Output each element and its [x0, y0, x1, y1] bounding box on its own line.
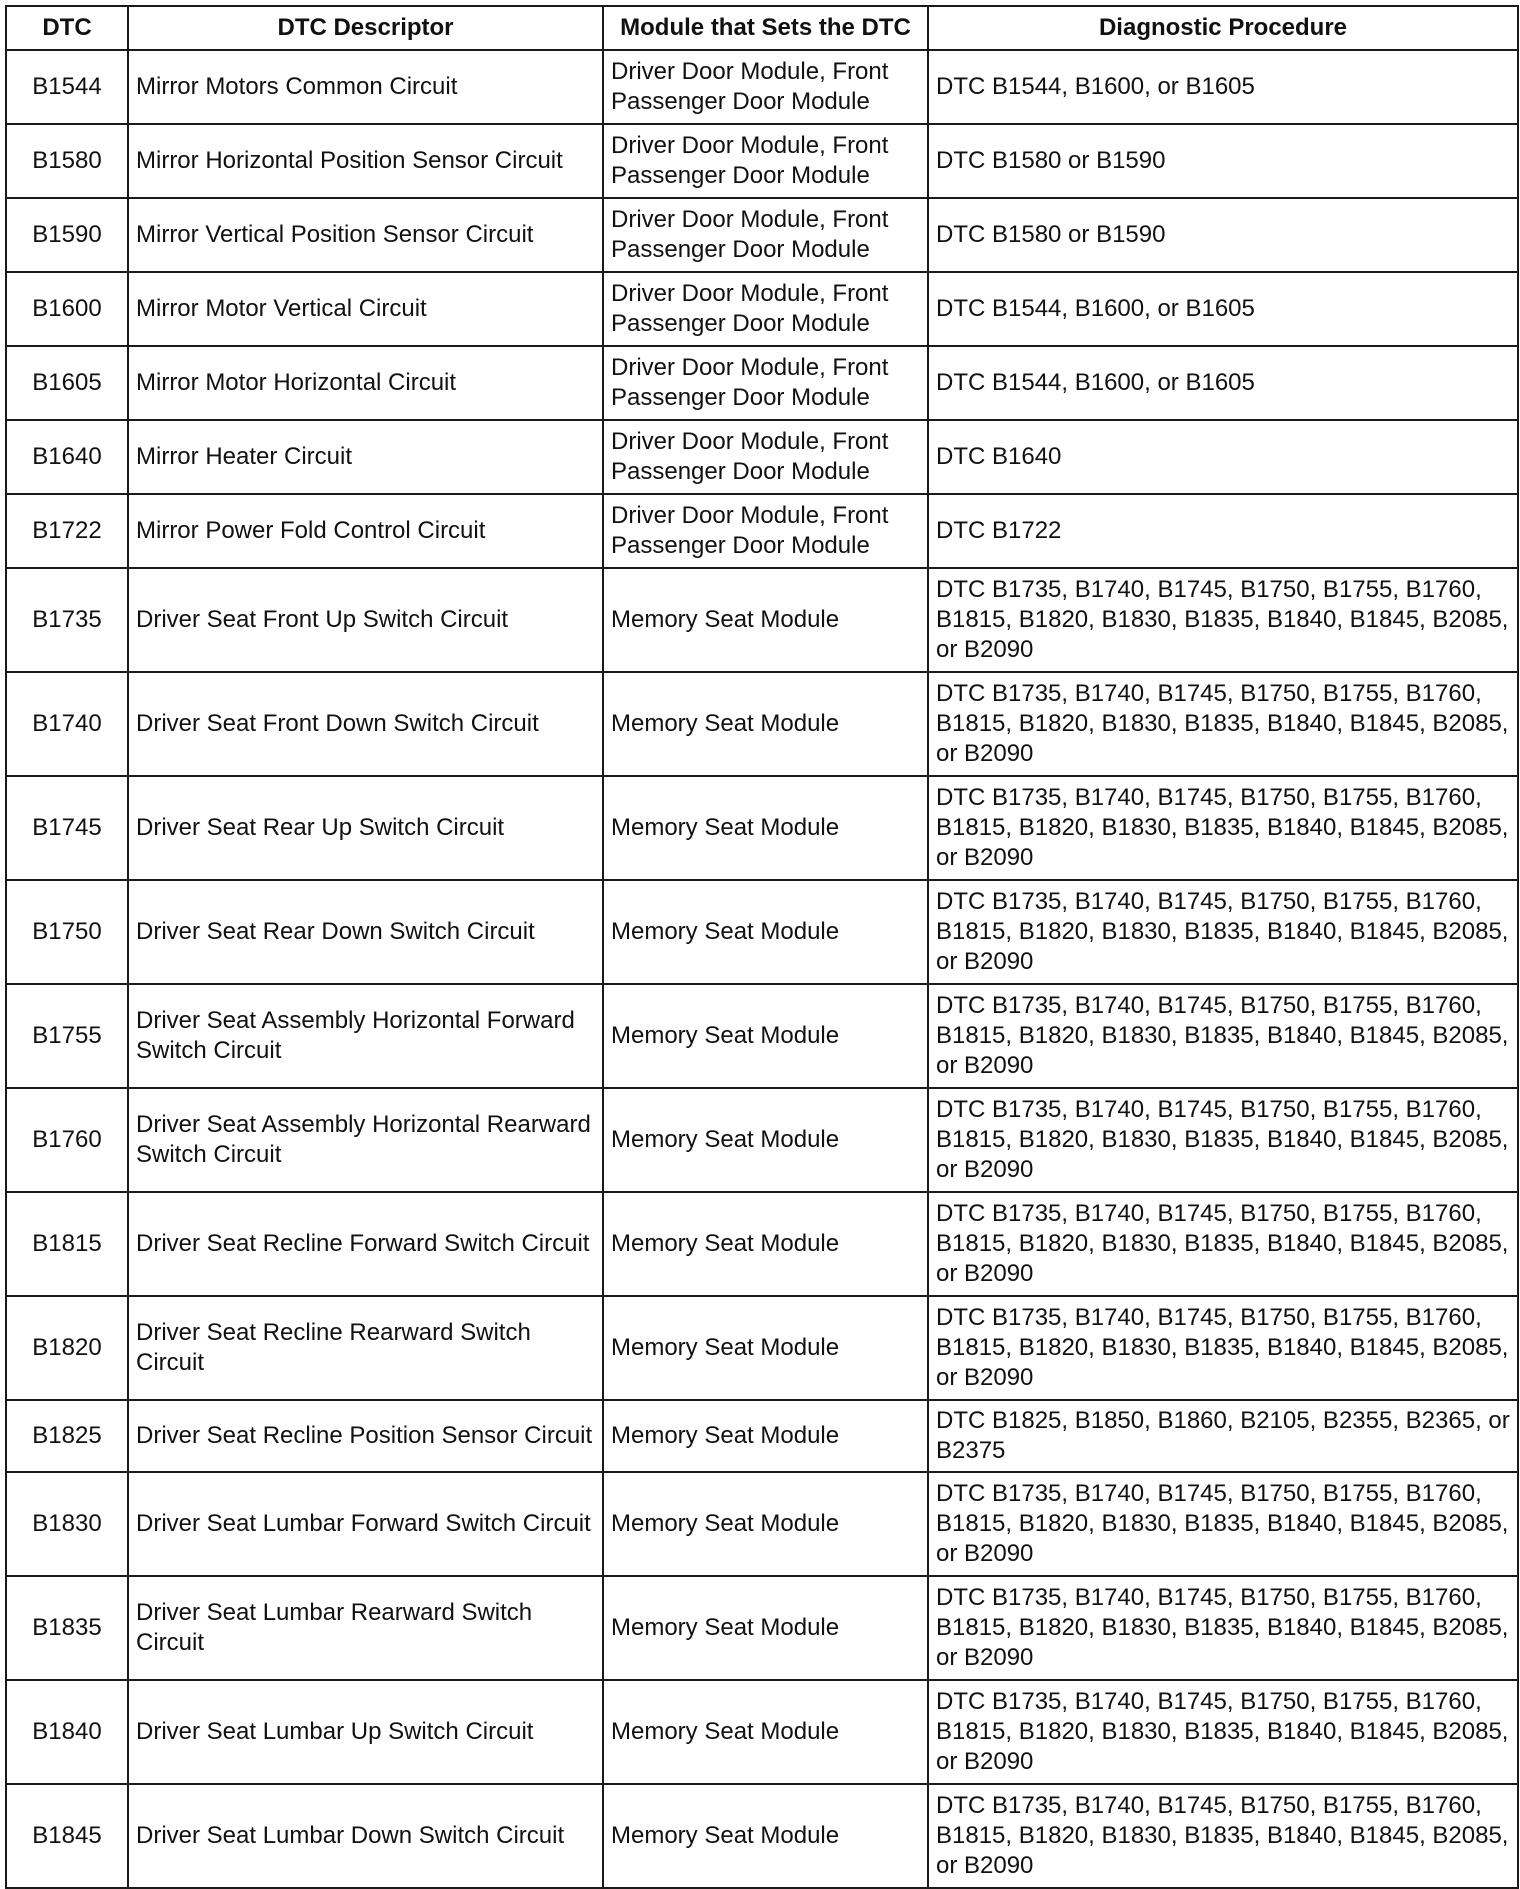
diagnostic-procedure: DTC B1544, B1600, or B1605 [928, 346, 1518, 420]
table-row [6, 50, 1518, 124]
dtc-code: B1640 [6, 420, 128, 494]
dtc-code: B1735 [6, 568, 128, 672]
table-row [6, 1680, 1518, 1784]
table-row [6, 880, 1518, 984]
dtc-descriptor: Driver Seat Assembly Horizontal Rearward Switch Circuit [128, 1088, 603, 1192]
diagnostic-procedure: DTC B1735, B1740, B1745, B1750, B1755, B1760, B1815, B1820, B1830, B1835, B1840, B1845, B2085, or B2090 [928, 880, 1518, 984]
diagnostic-procedure: DTC B1735, B1740, B1745, B1750, B1755, B1760, B1815, B1820, B1830, B1835, B1840, B1845, B2085, or B2090 [928, 1192, 1518, 1296]
dtc-code: B1544 [6, 50, 128, 124]
dtc-descriptor: Mirror Motor Vertical Circuit [128, 272, 603, 346]
diagnostic-procedure: DTC B1580 or B1590 [928, 198, 1518, 272]
diagnostic-procedure: DTC B1735, B1740, B1745, B1750, B1755, B1760, B1815, B1820, B1830, B1835, B1840, B1845, B2085, or B2090 [928, 672, 1518, 776]
dtc-descriptor: Driver Seat Recline Position Sensor Circuit [128, 1400, 603, 1472]
dtc-code: B1605 [6, 346, 128, 420]
header-procedure: Diagnostic Procedure [928, 6, 1518, 50]
dtc-code: B1600 [6, 272, 128, 346]
setting-module: Driver Door Module, Front Passenger Door Module [603, 50, 928, 124]
setting-module: Memory Seat Module [603, 1088, 928, 1192]
dtc-descriptor: Mirror Vertical Position Sensor Circuit [128, 198, 603, 272]
dtc-descriptor: Mirror Motors Common Circuit [128, 50, 603, 124]
diagnostic-procedure: DTC B1722 [928, 494, 1518, 568]
table-row [6, 1576, 1518, 1680]
table-row [6, 198, 1518, 272]
setting-module: Memory Seat Module [603, 1680, 928, 1784]
setting-module: Driver Door Module, Front Passenger Door Module [603, 124, 928, 198]
setting-module: Memory Seat Module [603, 1296, 928, 1400]
table-row [6, 420, 1518, 494]
dtc-descriptor: Driver Seat Recline Rearward Switch Circuit [128, 1296, 603, 1400]
diagnostic-procedure: DTC B1735, B1740, B1745, B1750, B1755, B1760, B1815, B1820, B1830, B1835, B1840, B1845, B2085, or B2090 [928, 776, 1518, 880]
setting-module: Memory Seat Module [603, 1472, 928, 1576]
dtc-code: B1835 [6, 1576, 128, 1680]
setting-module: Memory Seat Module [603, 1192, 928, 1296]
dtc-code: B1830 [6, 1472, 128, 1576]
diagnostic-procedure: DTC B1735, B1740, B1745, B1750, B1755, B1760, B1815, B1820, B1830, B1835, B1840, B1845, B2085, or B2090 [928, 568, 1518, 672]
dtc-code: B1815 [6, 1192, 128, 1296]
table-row [6, 1400, 1518, 1472]
diagnostic-procedure: DTC B1640 [928, 420, 1518, 494]
diagnostic-procedure: DTC B1735, B1740, B1745, B1750, B1755, B1760, B1815, B1820, B1830, B1835, B1840, B1845, B2085, or B2090 [928, 1576, 1518, 1680]
dtc-descriptor: Driver Seat Assembly Horizontal Forward Switch Circuit [128, 984, 603, 1088]
table-row [6, 776, 1518, 880]
diagnostic-procedure: DTC B1544, B1600, or B1605 [928, 272, 1518, 346]
dtc-descriptor: Driver Seat Lumbar Rearward Switch Circuit [128, 1576, 603, 1680]
setting-module: Memory Seat Module [603, 1784, 928, 1888]
setting-module: Driver Door Module, Front Passenger Door Module [603, 420, 928, 494]
table-row [6, 1192, 1518, 1296]
diagnostic-procedure: DTC B1580 or B1590 [928, 124, 1518, 198]
diagnostic-procedure: DTC B1735, B1740, B1745, B1750, B1755, B1760, B1815, B1820, B1830, B1835, B1840, B1845, B2085, or B2090 [928, 1296, 1518, 1400]
dtc-descriptor: Driver Seat Lumbar Forward Switch Circuit [128, 1472, 603, 1576]
setting-module: Memory Seat Module [603, 880, 928, 984]
table-row [6, 494, 1518, 568]
dtc-descriptor: Mirror Horizontal Position Sensor Circuit [128, 124, 603, 198]
dtc-code: B1825 [6, 1400, 128, 1472]
dtc-descriptor: Driver Seat Rear Down Switch Circuit [128, 880, 603, 984]
dtc-code: B1840 [6, 1680, 128, 1784]
dtc-code: B1580 [6, 124, 128, 198]
table-row [6, 1088, 1518, 1192]
table-row [6, 568, 1518, 672]
dtc-code: B1722 [6, 494, 128, 568]
setting-module: Driver Door Module, Front Passenger Door Module [603, 272, 928, 346]
dtc-descriptor: Mirror Heater Circuit [128, 420, 603, 494]
setting-module: Driver Door Module, Front Passenger Door Module [603, 198, 928, 272]
table-row [6, 1784, 1518, 1888]
table-row [6, 272, 1518, 346]
table-row [6, 1296, 1518, 1400]
setting-module: Driver Door Module, Front Passenger Door Module [603, 494, 928, 568]
dtc-descriptor: Driver Seat Lumbar Up Switch Circuit [128, 1680, 603, 1784]
dtc-code: B1745 [6, 776, 128, 880]
diagnostic-procedure: DTC B1735, B1740, B1745, B1750, B1755, B1760, B1815, B1820, B1830, B1835, B1840, B1845, B2085, or B2090 [928, 1088, 1518, 1192]
header-row [6, 6, 1518, 50]
header-module: Module that Sets the DTC [603, 6, 928, 50]
dtc-code: B1755 [6, 984, 128, 1088]
dtc-code: B1760 [6, 1088, 128, 1192]
diagnostic-procedure: DTC B1825, B1850, B1860, B2105, B2355, B2365, or B2375 [928, 1400, 1518, 1472]
setting-module: Memory Seat Module [603, 1400, 928, 1472]
dtc-descriptor: Driver Seat Front Up Switch Circuit [128, 568, 603, 672]
table-row [6, 672, 1518, 776]
dtc-code: B1820 [6, 1296, 128, 1400]
table-row [6, 1472, 1518, 1576]
dtc-code: B1750 [6, 880, 128, 984]
setting-module: Memory Seat Module [603, 984, 928, 1088]
table-body [6, 50, 1518, 1888]
dtc-code: B1590 [6, 198, 128, 272]
table-row [6, 124, 1518, 198]
dtc-descriptor: Driver Seat Front Down Switch Circuit [128, 672, 603, 776]
table-row [6, 346, 1518, 420]
table-row [6, 984, 1518, 1088]
diagnostic-procedure: DTC B1735, B1740, B1745, B1750, B1755, B1760, B1815, B1820, B1830, B1835, B1840, B1845, B2085, or B2090 [928, 1784, 1518, 1888]
table-header [6, 6, 1518, 50]
dtc-descriptor: Mirror Power Fold Control Circuit [128, 494, 603, 568]
header-dtc: DTC [6, 6, 128, 50]
setting-module: Memory Seat Module [603, 672, 928, 776]
setting-module: Driver Door Module, Front Passenger Door Module [603, 346, 928, 420]
header-descriptor: DTC Descriptor [128, 6, 603, 50]
diagnostic-procedure: DTC B1544, B1600, or B1605 [928, 50, 1518, 124]
dtc-table [5, 5, 1519, 1889]
dtc-code: B1740 [6, 672, 128, 776]
dtc-descriptor: Driver Seat Recline Forward Switch Circuit [128, 1192, 603, 1296]
dtc-descriptor: Driver Seat Lumbar Down Switch Circuit [128, 1784, 603, 1888]
setting-module: Memory Seat Module [603, 776, 928, 880]
dtc-code: B1845 [6, 1784, 128, 1888]
dtc-descriptor: Mirror Motor Horizontal Circuit [128, 346, 603, 420]
setting-module: Memory Seat Module [603, 1576, 928, 1680]
diagnostic-procedure: DTC B1735, B1740, B1745, B1750, B1755, B1760, B1815, B1820, B1830, B1835, B1840, B1845, B2085, or B2090 [928, 1472, 1518, 1576]
diagnostic-procedure: DTC B1735, B1740, B1745, B1750, B1755, B1760, B1815, B1820, B1830, B1835, B1840, B1845, B2085, or B2090 [928, 1680, 1518, 1784]
diagnostic-procedure: DTC B1735, B1740, B1745, B1750, B1755, B1760, B1815, B1820, B1830, B1835, B1840, B1845, B2085, or B2090 [928, 984, 1518, 1088]
dtc-descriptor: Driver Seat Rear Up Switch Circuit [128, 776, 603, 880]
setting-module: Memory Seat Module [603, 568, 928, 672]
